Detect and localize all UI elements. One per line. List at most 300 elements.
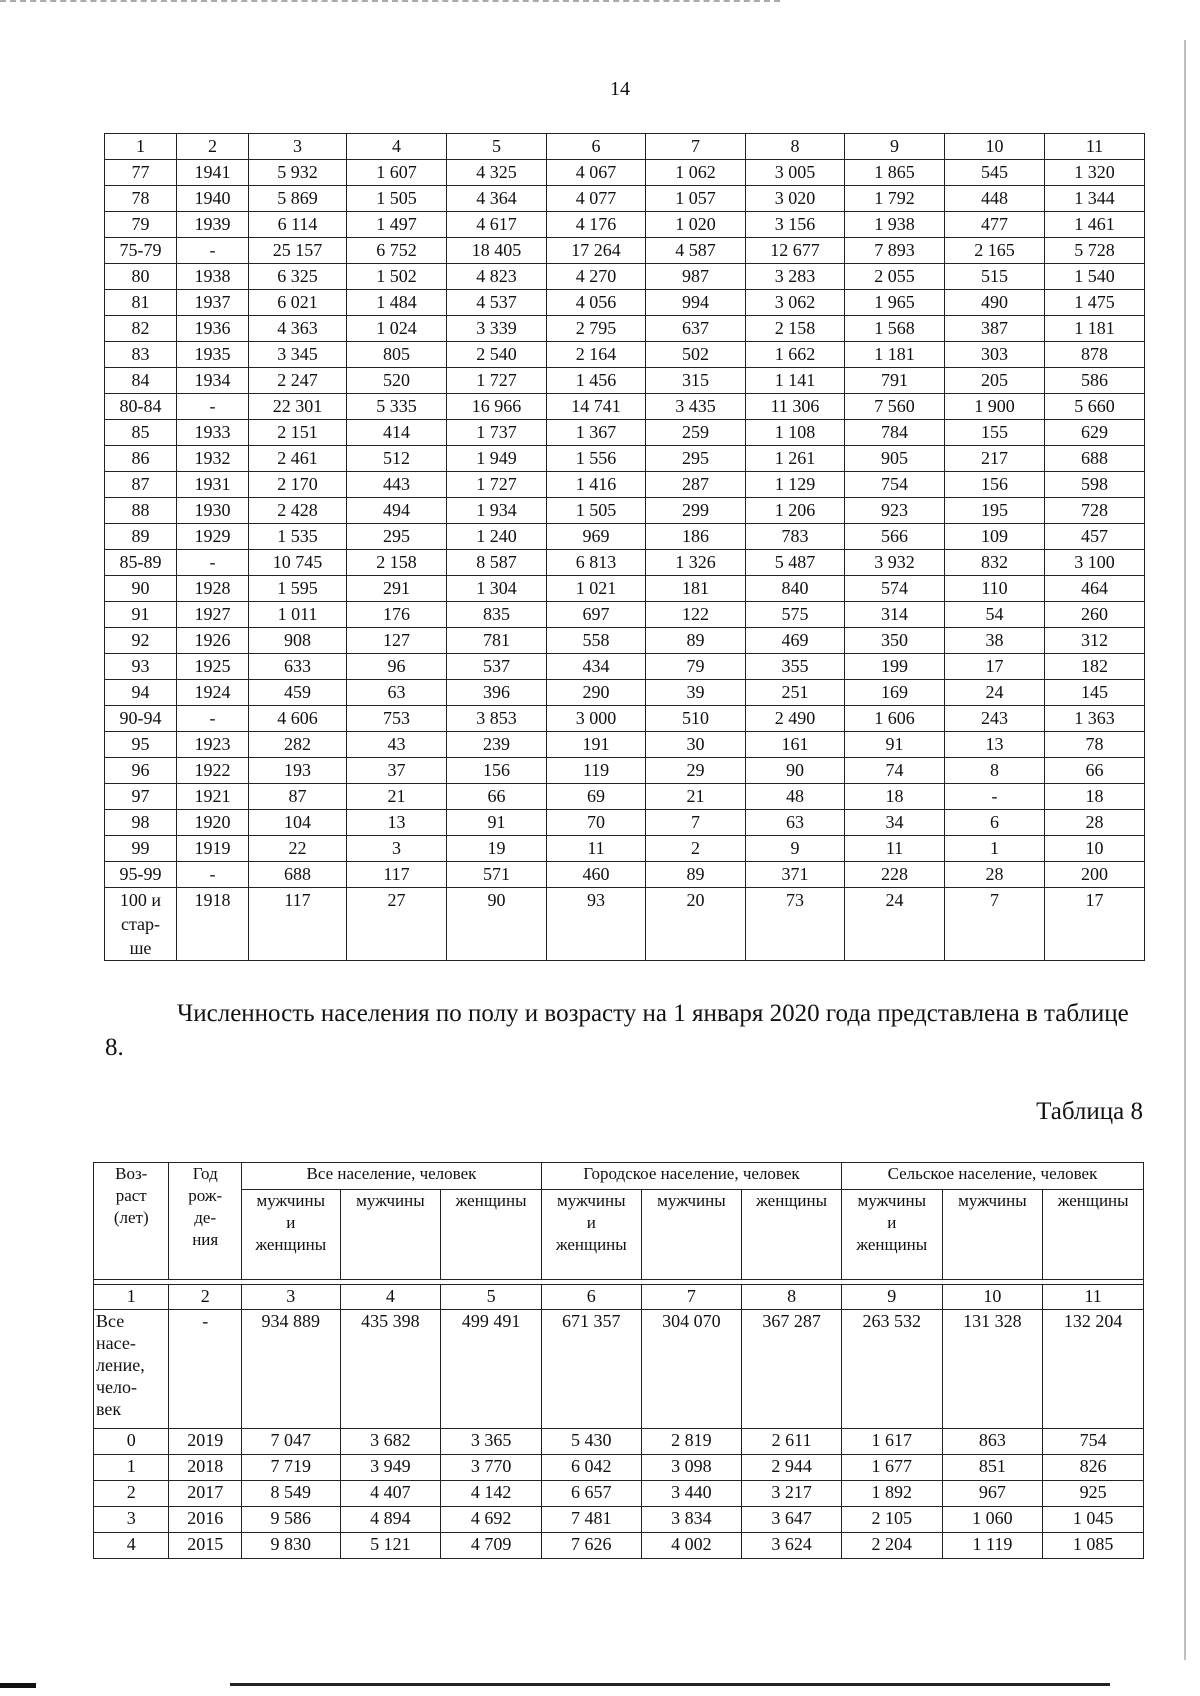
both-line: и (286, 1213, 296, 1232)
both-line: мужчины (256, 1191, 326, 1210)
value-cell: 287 (646, 472, 746, 498)
table1-col-num: 8 (746, 134, 845, 160)
value-cell: 1 045 (1043, 1507, 1144, 1533)
value-cell: 7 047 (241, 1429, 340, 1455)
value-cell: 1 416 (547, 472, 646, 498)
table1-row (105, 862, 1145, 888)
table1-col-num: 11 (1045, 134, 1145, 160)
value-cell: 905 (845, 446, 945, 472)
total-cell: - (169, 1310, 241, 1429)
age-population-table-continued (104, 133, 1145, 961)
value-cell: 6 042 (541, 1455, 641, 1481)
value-cell: 205 (945, 368, 1045, 394)
birth-year-cell: 1940 (177, 186, 249, 212)
value-cell: 29 (646, 758, 746, 784)
birth-year-cell: 1930 (177, 498, 249, 524)
header-women: женщины (1043, 1190, 1144, 1280)
birth-year-cell: 1919 (177, 836, 249, 862)
birth-year-cell: 1939 (177, 212, 249, 238)
birth-year-cell: 1923 (177, 732, 249, 758)
age-cell: 95-99 (105, 862, 177, 888)
value-cell: 633 (249, 654, 347, 680)
value-cell: 5 932 (249, 160, 347, 186)
value-cell: 566 (845, 524, 945, 550)
value-cell: 89 (646, 628, 746, 654)
value-cell: 1 727 (447, 472, 547, 498)
value-cell: 3 834 (641, 1507, 742, 1533)
table2-col-num: 8 (742, 1285, 842, 1310)
value-cell: 355 (746, 654, 845, 680)
value-cell: 1 938 (845, 212, 945, 238)
age-cell: 85-89 (105, 550, 177, 576)
table1-col-num: 3 (249, 134, 347, 160)
value-cell: 63 (347, 680, 447, 706)
value-cell: 9 830 (241, 1533, 340, 1559)
value-cell: 4 056 (547, 290, 646, 316)
age-cell: 75-79 (105, 238, 177, 264)
value-cell: 4 325 (447, 160, 547, 186)
value-cell: 371 (746, 862, 845, 888)
value-cell: 90 (746, 758, 845, 784)
value-cell: 2 158 (746, 316, 845, 342)
value-cell: 1 892 (841, 1481, 942, 1507)
total-cell: 934 889 (241, 1310, 340, 1429)
value-cell: 6 114 (249, 212, 347, 238)
value-cell: 3 770 (441, 1455, 542, 1481)
value-cell: 145 (1045, 680, 1145, 706)
value-cell: 2 164 (547, 342, 646, 368)
header-both-sexes (541, 1190, 641, 1280)
value-cell: 5 487 (746, 550, 845, 576)
birth-year-cell: 2017 (169, 1481, 241, 1507)
value-cell: 9 586 (241, 1507, 340, 1533)
table1-row (105, 654, 1145, 680)
table1-row (105, 186, 1145, 212)
value-cell: 66 (447, 784, 547, 810)
value-cell: 200 (1045, 862, 1145, 888)
value-cell: 1 497 (347, 212, 447, 238)
value-cell: 14 741 (547, 394, 646, 420)
age-cell: 77 (105, 160, 177, 186)
age-cell: 88 (105, 498, 177, 524)
value-cell: 282 (249, 732, 347, 758)
value-cell: 7 481 (541, 1507, 641, 1533)
age-line: ше (129, 938, 152, 958)
value-cell: 28 (945, 862, 1045, 888)
value-cell: 17 (945, 654, 1045, 680)
value-cell: 96 (347, 654, 447, 680)
age-cell: 99 (105, 836, 177, 862)
value-cell: 176 (347, 602, 447, 628)
value-cell: 987 (646, 264, 746, 290)
value-cell: 1 934 (447, 498, 547, 524)
page-number: 14 (610, 78, 630, 100)
table1-row (105, 420, 1145, 446)
value-cell: 1 062 (646, 160, 746, 186)
value-cell: 181 (646, 576, 746, 602)
age-cell: 80-84 (105, 394, 177, 420)
table1-row (105, 498, 1145, 524)
value-cell: 3 365 (441, 1429, 542, 1455)
population-by-sex-age-table (93, 1162, 1144, 1559)
value-cell: 122 (646, 602, 746, 628)
value-cell: 1 949 (447, 446, 547, 472)
value-cell: 520 (347, 368, 447, 394)
value-cell: 199 (845, 654, 945, 680)
value-cell: 6 657 (541, 1481, 641, 1507)
value-cell: 34 (845, 810, 945, 836)
age-cell: 3 (94, 1507, 169, 1533)
value-cell: 4 002 (641, 1533, 742, 1559)
value-cell: 4 709 (441, 1533, 542, 1559)
total-label-line: насе- (96, 1333, 136, 1353)
header-men: мужчины (942, 1190, 1043, 1280)
value-cell: 753 (347, 706, 447, 732)
value-cell: 260 (1045, 602, 1145, 628)
total-cell: 132 204 (1043, 1310, 1144, 1429)
value-cell: 443 (347, 472, 447, 498)
value-cell: 13 (347, 810, 447, 836)
value-cell: 1 129 (746, 472, 845, 498)
age-cell: 90 (105, 576, 177, 602)
value-cell: 994 (646, 290, 746, 316)
value-cell: 3 440 (641, 1481, 742, 1507)
value-cell: 299 (646, 498, 746, 524)
table2-col-num: 9 (841, 1285, 942, 1310)
header-year-line: де- (194, 1208, 217, 1227)
value-cell: 290 (547, 680, 646, 706)
value-cell: 243 (945, 706, 1045, 732)
total-cell: 367 287 (742, 1310, 842, 1429)
table2-col-num: 2 (169, 1285, 241, 1310)
value-cell: 1 181 (1045, 316, 1145, 342)
value-cell: 315 (646, 368, 746, 394)
age-cell: 89 (105, 524, 177, 550)
value-cell: 48 (746, 784, 845, 810)
value-cell: 3 217 (742, 1481, 842, 1507)
value-cell: 1 606 (845, 706, 945, 732)
table1-row (105, 238, 1145, 264)
value-cell: 1 662 (746, 342, 845, 368)
both-line: и (887, 1213, 897, 1232)
value-cell: 459 (249, 680, 347, 706)
table1-row (105, 368, 1145, 394)
value-cell: 70 (547, 810, 646, 836)
value-cell: 6 021 (249, 290, 347, 316)
value-cell: 90 (447, 888, 547, 961)
value-cell: 1 304 (447, 576, 547, 602)
header-women: женщины (742, 1190, 842, 1280)
paragraph-text: Численность населения по полу и возрасту на 1 января 2020 года представлена в таблице 8. (105, 1000, 1129, 1061)
value-cell: 571 (447, 862, 547, 888)
value-cell: 155 (945, 420, 1045, 446)
value-cell: 4 067 (547, 160, 646, 186)
table2-header-group-row (94, 1163, 1144, 1190)
table1-body (105, 134, 1145, 961)
age-cell: 85 (105, 420, 177, 446)
age-line: 100 и (119, 890, 162, 910)
value-cell: 291 (347, 576, 447, 602)
value-cell: 3 000 (547, 706, 646, 732)
value-cell: 7 719 (241, 1455, 340, 1481)
age-cell: 90-94 (105, 706, 177, 732)
value-cell: 7 560 (845, 394, 945, 420)
value-cell: 66 (1045, 758, 1145, 784)
table2-col-num: 11 (1043, 1285, 1144, 1310)
value-cell: 826 (1043, 1455, 1144, 1481)
value-cell: 18 (1045, 784, 1145, 810)
value-cell: 4 617 (447, 212, 547, 238)
value-cell: 38 (945, 628, 1045, 654)
header-age-line: (лет) (113, 1208, 149, 1227)
table1-row (105, 316, 1145, 342)
value-cell: 28 (1045, 810, 1145, 836)
value-cell: 2 165 (945, 238, 1045, 264)
value-cell: 2 490 (746, 706, 845, 732)
table2-row (94, 1429, 1144, 1455)
table2-col-num: 7 (641, 1285, 742, 1310)
value-cell: 8 (945, 758, 1045, 784)
header-age-line: раст (115, 1186, 147, 1205)
age-cell (105, 888, 177, 961)
header-year-line: Год (192, 1164, 218, 1183)
value-cell: 5 335 (347, 394, 447, 420)
table2-row (94, 1481, 1144, 1507)
value-cell: 1 568 (845, 316, 945, 342)
value-cell: 19 (447, 836, 547, 862)
value-cell: 1 792 (845, 186, 945, 212)
value-cell: 4 587 (646, 238, 746, 264)
header-year-line: рож- (188, 1186, 223, 1205)
value-cell: 969 (547, 524, 646, 550)
value-cell: 117 (249, 888, 347, 961)
value-cell: 5 869 (249, 186, 347, 212)
table2-col-num: 3 (241, 1285, 340, 1310)
value-cell: 783 (746, 524, 845, 550)
value-cell: 512 (347, 446, 447, 472)
birth-year-cell: 1934 (177, 368, 249, 394)
value-cell: 1 456 (547, 368, 646, 394)
age-cell: 1 (94, 1455, 169, 1481)
table2-total-row (94, 1310, 1144, 1429)
value-cell: 464 (1045, 576, 1145, 602)
value-cell: 3 853 (447, 706, 547, 732)
age-cell: 86 (105, 446, 177, 472)
value-cell: 558 (547, 628, 646, 654)
value-cell: 515 (945, 264, 1045, 290)
table2-header-sub-row (94, 1190, 1144, 1280)
table1-col-num: 10 (945, 134, 1045, 160)
value-cell: 11 306 (746, 394, 845, 420)
value-cell: 1 119 (942, 1533, 1043, 1559)
value-cell: 6 752 (347, 238, 447, 264)
age-cell: 93 (105, 654, 177, 680)
value-cell: 22 301 (249, 394, 347, 420)
value-cell: 7 (646, 810, 746, 836)
total-cell: 131 328 (942, 1310, 1043, 1429)
birth-year-cell: 1941 (177, 160, 249, 186)
value-cell: 494 (347, 498, 447, 524)
table1-row (105, 472, 1145, 498)
value-cell: 350 (845, 628, 945, 654)
value-cell: 1 607 (347, 160, 447, 186)
value-cell: 697 (547, 602, 646, 628)
value-cell: 2 158 (347, 550, 447, 576)
value-cell: 878 (1045, 342, 1145, 368)
header-men: мужчины (641, 1190, 742, 1280)
birth-year-cell: - (177, 394, 249, 420)
value-cell: 1 206 (746, 498, 845, 524)
value-cell: 688 (1045, 446, 1145, 472)
birth-year-cell: 1933 (177, 420, 249, 446)
value-cell: 688 (249, 862, 347, 888)
value-cell: 12 677 (746, 238, 845, 264)
value-cell: 54 (945, 602, 1045, 628)
value-cell: 1 727 (447, 368, 547, 394)
both-line: и (586, 1213, 596, 1232)
value-cell: 295 (646, 446, 746, 472)
birth-year-cell: 1928 (177, 576, 249, 602)
value-cell: 469 (746, 628, 845, 654)
table2-body (94, 1163, 1144, 1559)
value-cell: 8 549 (241, 1481, 340, 1507)
value-cell: 4 176 (547, 212, 646, 238)
value-cell: 73 (746, 888, 845, 961)
value-cell: 925 (1043, 1481, 1144, 1507)
value-cell: 11 (547, 836, 646, 862)
table1-row (105, 810, 1145, 836)
value-cell: 109 (945, 524, 1045, 550)
value-cell: 7 893 (845, 238, 945, 264)
total-cell: 304 070 (641, 1310, 742, 1429)
value-cell: 3 435 (646, 394, 746, 420)
value-cell: 448 (945, 186, 1045, 212)
value-cell: 2 461 (249, 446, 347, 472)
age-cell: 80 (105, 264, 177, 290)
age-cell: 95 (105, 732, 177, 758)
value-cell: 4 270 (547, 264, 646, 290)
value-cell: 728 (1045, 498, 1145, 524)
table1-row (105, 628, 1145, 654)
value-cell: 104 (249, 810, 347, 836)
value-cell: 13 (945, 732, 1045, 758)
value-cell: 7 626 (541, 1533, 641, 1559)
value-cell: 312 (1045, 628, 1145, 654)
birth-year-cell: - (177, 550, 249, 576)
birth-year-cell: 2019 (169, 1429, 241, 1455)
value-cell: 303 (945, 342, 1045, 368)
value-cell: 1 011 (249, 602, 347, 628)
value-cell: 21 (646, 784, 746, 810)
value-cell: 37 (347, 758, 447, 784)
value-cell: 3 062 (746, 290, 845, 316)
value-cell: 69 (547, 784, 646, 810)
value-cell: 217 (945, 446, 1045, 472)
value-cell: 5 660 (1045, 394, 1145, 420)
value-cell: 4 407 (340, 1481, 441, 1507)
birth-year-cell: 1936 (177, 316, 249, 342)
value-cell: 1 737 (447, 420, 547, 446)
value-cell: 10 (1045, 836, 1145, 862)
value-cell: 74 (845, 758, 945, 784)
value-cell: 11 (845, 836, 945, 862)
table1-col-num: 2 (177, 134, 249, 160)
value-cell: 3 682 (340, 1429, 441, 1455)
scan-top-edge (0, 0, 780, 5)
value-cell: 2 611 (742, 1429, 842, 1455)
value-cell: 63 (746, 810, 845, 836)
value-cell: 1 540 (1045, 264, 1145, 290)
value-cell: 2 944 (742, 1455, 842, 1481)
table2-col-num: 5 (441, 1285, 542, 1310)
table2-row (94, 1507, 1144, 1533)
table2-col-num: 4 (340, 1285, 441, 1310)
value-cell: 2 428 (249, 498, 347, 524)
both-line: мужчины (557, 1191, 626, 1210)
value-cell: 791 (845, 368, 945, 394)
value-cell: 1 535 (249, 524, 347, 550)
scan-right-edge (1184, 40, 1186, 1660)
table1-row (105, 290, 1145, 316)
value-cell: 5 728 (1045, 238, 1145, 264)
value-cell: 22 (249, 836, 347, 862)
value-cell: 3 949 (340, 1455, 441, 1481)
value-cell: 2 819 (641, 1429, 742, 1455)
value-cell: 1 484 (347, 290, 447, 316)
value-cell: 251 (746, 680, 845, 706)
age-cell: 78 (105, 186, 177, 212)
value-cell: 4 537 (447, 290, 547, 316)
value-cell: 754 (1043, 1429, 1144, 1455)
value-cell: 3 098 (641, 1455, 742, 1481)
value-cell: 16 966 (447, 394, 547, 420)
table1-row (105, 394, 1145, 420)
value-cell: 91 (447, 810, 547, 836)
table1-col-num: 5 (447, 134, 547, 160)
age-cell: 4 (94, 1533, 169, 1559)
table1-row (105, 524, 1145, 550)
table1-row (105, 264, 1145, 290)
table1-row (105, 212, 1145, 238)
value-cell: 835 (447, 602, 547, 628)
table1-col-num: 4 (347, 134, 447, 160)
age-cell: 2 (94, 1481, 169, 1507)
value-cell: 3 005 (746, 160, 845, 186)
value-cell: 2 170 (249, 472, 347, 498)
age-cell: 97 (105, 784, 177, 810)
table1-row (105, 706, 1145, 732)
value-cell: 156 (447, 758, 547, 784)
value-cell: 1 475 (1045, 290, 1145, 316)
birth-year-cell: 1918 (177, 888, 249, 961)
both-line: мужчины (857, 1191, 927, 1210)
value-cell: 239 (447, 732, 547, 758)
value-cell: 457 (1045, 524, 1145, 550)
table2-col-num: 10 (942, 1285, 1043, 1310)
value-cell: 295 (347, 524, 447, 550)
value-cell: 2 151 (249, 420, 347, 446)
table2-col-num: 1 (94, 1285, 169, 1310)
total-cell: 435 398 (340, 1310, 441, 1429)
value-cell: 1 502 (347, 264, 447, 290)
value-cell: 27 (347, 888, 447, 961)
value-cell: 1 344 (1045, 186, 1145, 212)
table1-row (105, 836, 1145, 862)
age-cell: 91 (105, 602, 177, 628)
value-cell: 1 060 (942, 1507, 1043, 1533)
header-women: женщины (441, 1190, 542, 1280)
value-cell: 1 677 (841, 1455, 942, 1481)
